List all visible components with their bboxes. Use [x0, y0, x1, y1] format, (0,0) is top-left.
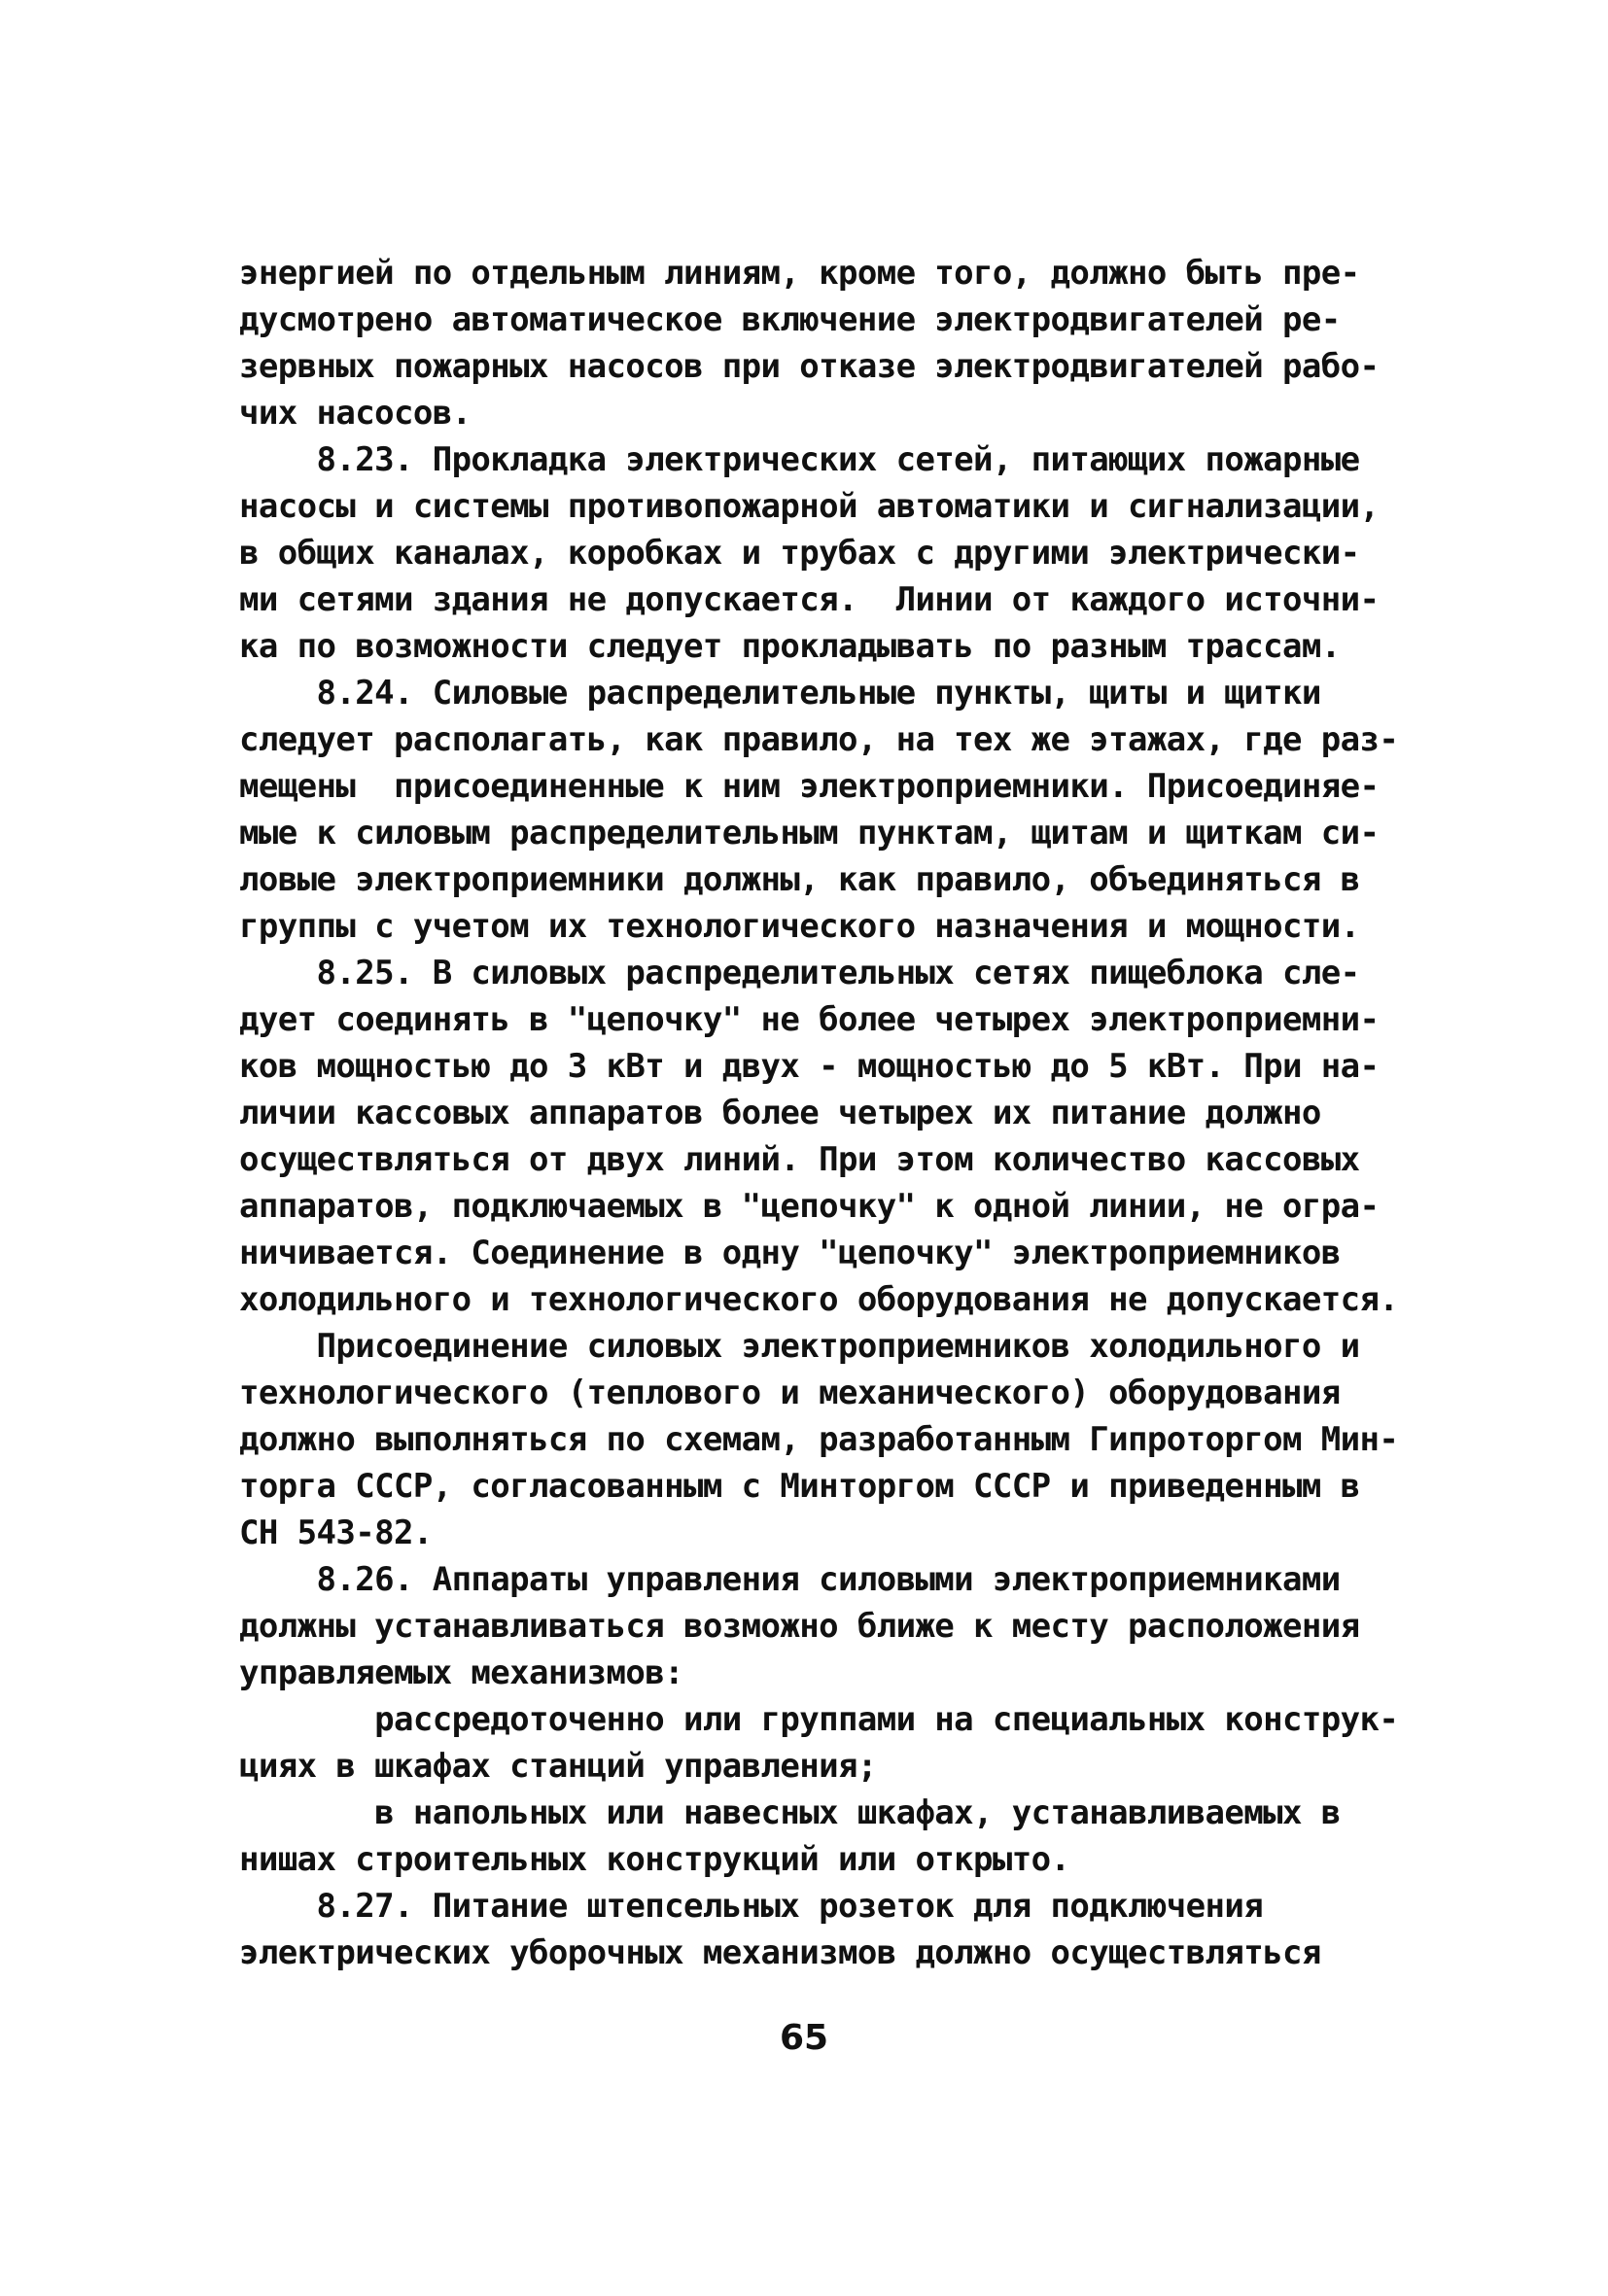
- text-line: дует соединять в "цепочку" не более четырех электроприемни-: [239, 1000, 1380, 1039]
- text-line: чих насосов.: [239, 394, 472, 433]
- text-line: 8.24. Силовые распределительные пункты, щиты и щитки: [239, 674, 1321, 713]
- text-line: рассредоточенно или группами на специальных конструк-: [239, 1700, 1399, 1739]
- text-line: личии кассовых аппаратов более четырех их питание должно: [239, 1094, 1321, 1132]
- text-line: аппаратов, подключаемых в "цепочку" к одной линии, не огра-: [239, 1187, 1380, 1226]
- text-line: технологического (теплового и механического) оборудования: [239, 1374, 1341, 1412]
- text-line: в напольных или навесных шкафах, устанавливаемых в: [239, 1793, 1341, 1832]
- text-line: должно выполняться по схемам, разработанным Гипроторгом Мин-: [239, 1420, 1399, 1459]
- text-line: нишах строительных конструкций или открыто.: [239, 1840, 1070, 1879]
- text-line: насосы и системы противопожарной автоматики и сигнализации,: [239, 487, 1380, 526]
- text-line: 8.25. В силовых распределительных сетях пищеблока сле-: [239, 954, 1360, 992]
- text-line: дусмотрено автоматическое включение электродвигателей ре-: [239, 300, 1341, 339]
- text-line: ка по возможности следует прокладывать по разным трассам.: [239, 627, 1341, 666]
- text-line: должны устанавливаться возможно ближе к месту расположения: [239, 1607, 1360, 1646]
- text-line: зервных пожарных насосов при отказе электродвигателей рабо-: [239, 347, 1380, 386]
- text-line: ничивается. Соединение в одну "цепочку" электроприемников: [239, 1234, 1341, 1272]
- text-line: электрических уборочных механизмов должно осуществляться: [239, 1933, 1321, 1972]
- text-line: мещены присоединенные к ним электроприемники. Присоединяе-: [239, 767, 1380, 806]
- text-line: мые к силовым распределительным пунктам, щитам и щиткам си-: [239, 814, 1380, 852]
- text-line: циях в шкафах станций управления;: [239, 1747, 877, 1786]
- text-line: 8.26. Аппараты управления силовыми электроприемниками: [239, 1560, 1341, 1599]
- text-line: группы с учетом их технологического назначения и мощности.: [239, 907, 1360, 946]
- text-line: холодильного и технологического оборудования не допускается.: [239, 1280, 1399, 1319]
- text-line: управляемых механизмов:: [239, 1653, 684, 1692]
- text-line: 8.27. Питание штепсельных розеток для подключения: [239, 1887, 1264, 1926]
- text-line: осуществляться от двух линий. При этом количество кассовых: [239, 1140, 1360, 1179]
- text-line: энергией по отдельным линиям, кроме того, должно быть пре-: [239, 254, 1360, 293]
- text-line: ми сетями здания не допускается. Линии от каждого источни-: [239, 580, 1380, 619]
- text-line: 8.23. Прокладка электрических сетей, питающих пожарные: [239, 440, 1360, 479]
- text-line: ков мощностью до 3 кВт и двух - мощностью до 5 кВт. При на-: [239, 1047, 1380, 1086]
- text-line: СН 543-82.: [239, 1513, 433, 1552]
- text-line: следует располагать, как правило, на тех же этажах, где раз-: [239, 720, 1399, 759]
- text-line: Присоединение силовых электроприемников холодильного и: [239, 1327, 1360, 1366]
- text-line: в общих каналах, коробках и трубах с другими электрически-: [239, 534, 1360, 573]
- text-line: торга СССР, согласованным с Минторгом СССР и приведенным в: [239, 1467, 1360, 1506]
- page-number: 65: [779, 2018, 829, 2058]
- text-line: ловые электроприемники должны, как правило, объединяться в: [239, 860, 1360, 899]
